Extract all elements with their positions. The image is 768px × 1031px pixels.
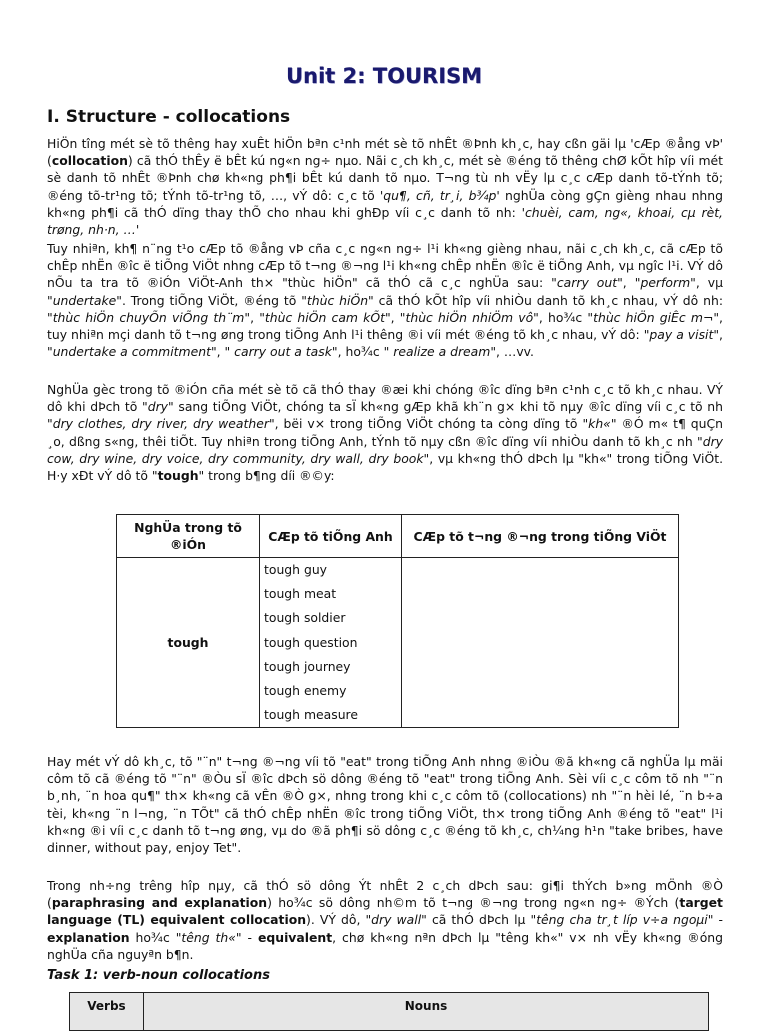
unit-title: Unit 2: TOURISM bbox=[285, 64, 483, 88]
dry-paragraph: NghÜa gèc trong tõ ®iÓn cña mét sè tõ cã thÓ thay ®æi khi chóng ®îc dïng bªn c¹nh c¸c tõ kh¸c nhau. VÝ dô khi dÞch tõ "dry" sang tiÕng ViÖt, chóng ta sÏ kh«ng gÆp khã kh¨n g× khi tõ nµy ®îc dïng víi c¸c tõ nh "dry clothes, dry river, dry weather", bëi v× trong tiÕng ViÖt chóng ta còng dïng tõ "kh«" ®Ó m« t¶ quÇn ¸o, dßng s«ng, thêi tiÕt. Tuy nhiªn trong tiÕng Anh, tÝnh tõ nµy cßn ®îc dïng víi nhiÒu danh tõ kh¸c nh "dry cow, dry wine, dry voice, dry community, dry wall, dry book", vµ kh«ng thÓ dÞch lµ "kh«" trong tiÕng ViÖt. H·y xÐt vÝ dô tõ "tough" trong b¶ng díi ®©y: bbox=[47, 382, 724, 484]
header-nouns: Nouns bbox=[144, 993, 709, 1031]
table-header-row bbox=[117, 515, 679, 558]
table-row bbox=[117, 558, 679, 728]
collocation-item: tough meat bbox=[264, 586, 337, 602]
intro-paragraph: HiÖn tîng mét sè tõ thêng hay xuÊt hiÖn bªn c¹nh mét sè tõ nhÊt ®Þnh kh¸c, hay cßn gäi lµ 'cÆp ®ång vÞ' (collocation) cã thÓ thÊy ë bÊt kú ng«n ng÷ nµo. Nãi c¸ch kh¸c, mét sè ®éng tõ thêng chØ kÕt hîp víi mét sè danh tõ nhÊt ®Þnh chø kh«ng ph¶i bÊt kú danh tõ nµo. T¬ng tù nh vËy lµ c¸c cÆp danh tõ-tÝnh tõ; ®éng tõ-tr¹ng tõ; tÝnh tõ-tr¹ng tõ, …, vÝ dô: c¸c tõ 'qu¶, cñ, tr¸i, b¾p' nghÜa còng gÇn gièng nhau nhng kh«ng ph¶i cã thÓ dïng thay thÕ cho nhau khi ghÐp víi c¸c danh tõ nh: 'chuèi, cam, ng«, khoai, cµ rèt, trøng, nh·n, …' bbox=[47, 136, 723, 238]
translation-method-paragraph: Trong nh÷ng trêng hîp nµy, cã thÓ sö dông Ýt nhÊt 2 c¸ch dÞch sau: gi¶i thÝch b»ng mÖnh ®Ò (paraphrasing and explanation) ho¾c sö dông nh©m tõ t¬ng ®¬ng trong ng«n ng÷ ®Ých (target language (TL) equivalent collocation). VÝ dô, "dry wall" cã thÓ dÞch lµ "têng cha tr¸t líp v÷a ngoµi" - explanation ho¾c "têng th«" - equivalent, chø kh«ng nªn dÞch lµ "têng kh«" v× nh vËy kh«ng ®óng nghÜa cña nguyªn b¶n. bbox=[47, 878, 723, 962]
collocation-item: tough measure bbox=[264, 707, 358, 723]
eat-paragraph: Hay mét vÝ dô kh¸c, tõ "¨n" t¬ng ®¬ng víi tõ "eat" trong tiÕng Anh nhng ®iÒu ®ã kh«ng cã nghÜa lµ mäi côm tõ cã ®éng tõ "¨n" ®Òu sÏ ®îc dÞch sö dông ®éng tõ "eat" trong tiÕng Anh. Sèi víi c¸c côm tõ nh "¨n b¸nh, ¨n hoa qu¶" th× kh«ng cã vÊn ®Ò g×, nhng trong khi c¸c côm tõ (collocations) nh "¨n hèi lé, ¨n b÷a tèi, kh«ng ¨n l¬ng, ¨n TÕt" cã thÓ chÊp nhËn ®îc trong tiÕng ViÖt, th× trong tiÕng Anh ®éng tõ "eat" l¹i kh«ng ®i víi c¸c danh tõ t¬ng øng, vµ do ®ã ph¶i sö dông c¸c ®éng tõ kh¸c, ch¼ng h¹n "take bribes, have dinner, without pay, enjoy Tet". bbox=[47, 754, 723, 856]
task-header-row bbox=[70, 993, 709, 1031]
task-table bbox=[69, 992, 709, 1031]
collocation-list bbox=[260, 558, 402, 728]
collocation-item: tough journey bbox=[264, 658, 351, 674]
header-vietnamese-equivalent: CÆp tõ t¬ng ®¬ng trong tiÕng ViÖt bbox=[402, 515, 679, 558]
section-heading: I. Structure - collocations bbox=[47, 107, 291, 127]
header-english-pair: CÆp tõ tiÕng Anh bbox=[260, 515, 402, 558]
header-dictionary-meaning: NghÜa trong tõ ®iÓn bbox=[117, 515, 260, 558]
collocation-item: tough soldier bbox=[264, 610, 346, 626]
collocation-item: tough guy bbox=[264, 562, 327, 577]
collocation-item: tough enemy bbox=[264, 683, 347, 699]
equivalent-cell-empty bbox=[402, 558, 679, 728]
perform-paragraph: Tuy nhiªn, kh¶ n¨ng t¹o cÆp tõ ®ång vÞ cña c¸c ng«n ng÷ l¹i kh«ng gièng nhau, nãi c¸ch kh¸c, cã cÆp tõ chÊp nhËn ®îc ë tiÕng ViÖt nhng cÆp tõ t¬ng ®¬ng l¹i kh«ng chÊp nhËn ®îc ë tiÕng Anh, vµ ngîc l¹i. VÝ dô nÕu ta tra tõ ®iÓn ViÖt-Anh th× "thùc hiÖn" cã thÓ cã c¸c nghÜa sau: "carry out", "perform", vµ "undertake". Trong tiÕng ViÖt, ®éng tõ "thùc hiÖn" cã thÓ kÕt hîp víi nhiÒu danh tõ kh¸c nhau, vÝ dô nh: "thùc hiÖn chuyÕn viÕng th¨m", "thùc hiÖn cam kÕt", "thùc hiÖn nhiÖm vô", ho¾c "thùc hiÖn giÊc m¬", tuy nhiªn mçi danh tõ t¬ng øng trong tiÕng Anh l¹i thêng ®i víi mét ®éng tõ kh¸c nhau, vÝ dô: "pay a visit", "undertake a commitment", " carry out a task", ho¾c " realize a dream", …vv. bbox=[47, 241, 723, 360]
collocation-item: tough question bbox=[264, 634, 358, 650]
header-verbs: Verbs bbox=[70, 993, 144, 1031]
tough-collocation-table bbox=[116, 514, 679, 728]
task-title: Task 1: verb-noun collocations bbox=[47, 968, 270, 983]
keyword-cell: tough bbox=[117, 558, 260, 728]
